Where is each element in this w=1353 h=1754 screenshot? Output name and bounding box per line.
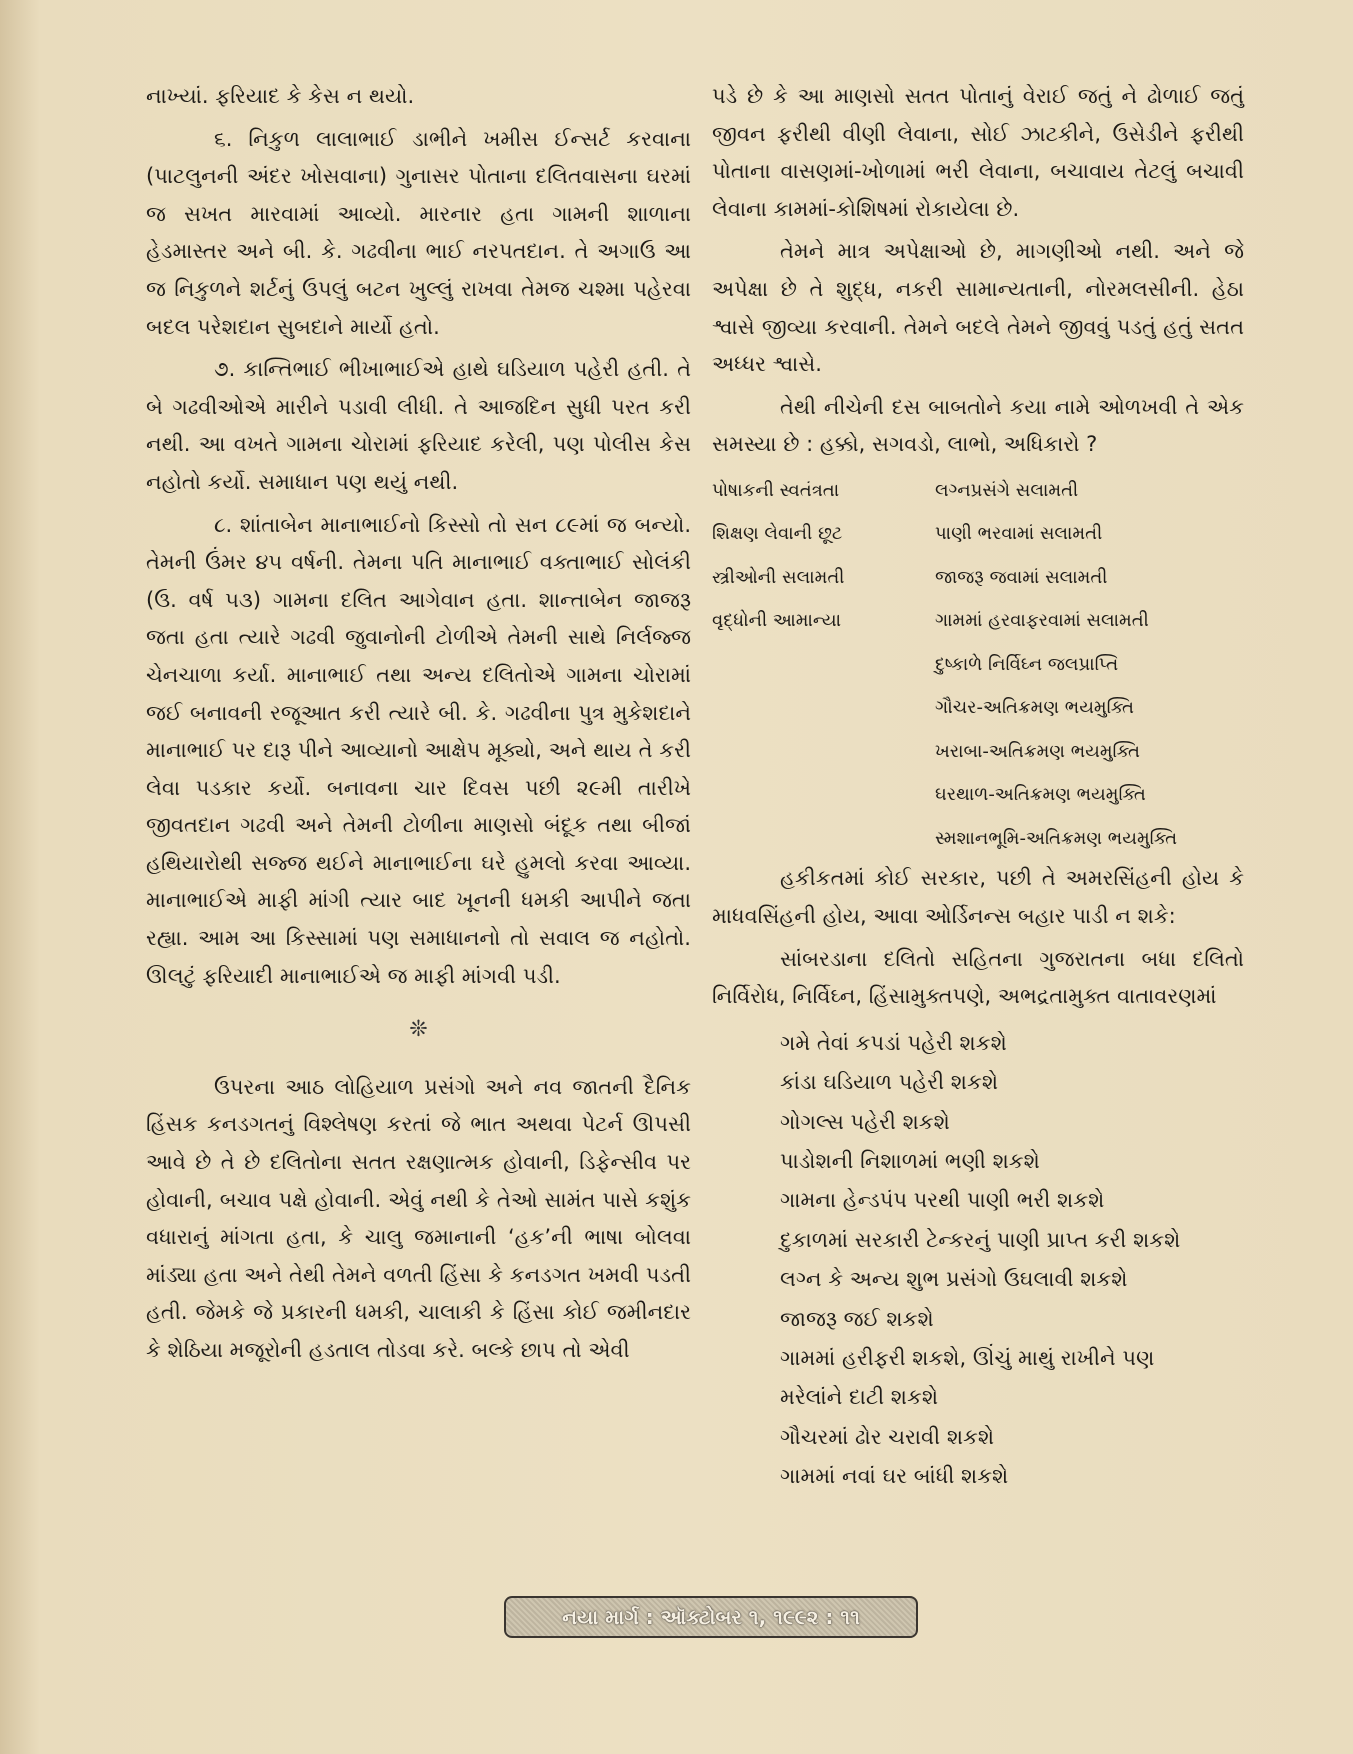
grid-item: પાણી ભરવામાં સલામતી [935, 523, 1103, 545]
list-item: ગૌચરમાં ઢોર ચરાવી શકશે [780, 1424, 995, 1449]
section-separator: ❊ [409, 1017, 428, 1043]
grid-left-column [712, 469, 935, 861]
paragraph-question: તેથી નીચેની દસ બાબતોને કયા નામે ઓળખવી તે એક સમસ્યા છે : હક્કો, સગવડો, લાભો, અધિકારો ? [712, 394, 1244, 457]
grid-item: શિક્ષણ લેવાની છૂટ [712, 523, 843, 545]
grid-item: ખરાબા-અતિક્રમણ ભયમુક્તિ [935, 740, 1140, 762]
paragraph-expectations: તેમને માત્ર અપેક્ષાઓ છે, માગણીઓ નથી. અને જે અપેક્ષા છે તે શુદ્ધ, નકરી સામાન્યતાની, નોરમલસીની. હેઠા શ્વાસે જીવ્યા કરવાની. તેમને બદલે તેમને જીવવું પડતું હતું સતત અધ્ધર શ્વાસે. [712, 239, 1244, 377]
grid-item: સ્ત્રીઓની સલામતી [712, 566, 845, 588]
right-column [712, 78, 1244, 1497]
grid-item: સ્મશાનભૂમિ-અતિક્રમણ ભયમુક્તિ [935, 827, 1178, 849]
list-item: મરેલાંને દાટી શકશે [780, 1385, 939, 1410]
list-item: ગામના હેન્ડપંપ પરથી પાણી ભરી શકશે [780, 1188, 1105, 1213]
list-item: ગામમાં નવાં ઘર બાંધી શકશે [780, 1464, 1009, 1489]
grid-item: જાજરૂ જવામાં સલામતી [935, 566, 1108, 588]
grid-item: ગૌચર-અતિક્રમણ ભયમુક્તિ [935, 697, 1134, 719]
paragraph-case-6: ૬. નિકુળ લાલાભાઈ ડાભીને ખમીસ ઈન્સર્ટ કરવાના (પાટલુનની અંદર ખોસવાના) ગુનાસર પોતાના દલિતવાસના ઘરમાં જ સખત મારવામાં આવ્યો. મારનાર હતા ગામની શાળાના હેડમાસ્તર અને બી. કે. ગઢવીના ભાઈ નરપતદાન. તે અગાઉ આ જ નિકુળને શર્ટનું ઉપલું બટન ખુલ્લું રાખવા તેમજ ચશ્મા પહેરવા બદલ પરેશદાન સુબદાને માર્યો હતો. [146, 126, 691, 339]
list-item: ગમે તેવાં કપડાં પહેરી શકશે [780, 1030, 1007, 1055]
paragraph-government: હકીકતમાં કોઈ સરકાર, પછી તે અમરસિંહની હોય કે માધવસિંહની હોય, આવા ઓર્ડિનન્સ બહાર પાડી ન શકે: [712, 866, 1244, 929]
list-item: પાડોશની નિશાળમાં ભણી શકશે [780, 1149, 1040, 1174]
grid-item: ઘરથાળ-અતિક્રમણ ભયમુક્તિ [935, 784, 1146, 806]
grid-item: દુષ્કાળે નિર્વિઘ્ન જલપ્રાપ્તિ [935, 653, 1119, 675]
can-do-list [780, 1024, 1244, 1497]
page-footer-badge: નયા માર્ગ : ઑક્ટોબર ૧, ૧૯૯૨ : ૧૧ [504, 1596, 918, 1638]
list-item: ગોગલ્સ પહેરી શકશે [780, 1109, 950, 1134]
list-item: જાજરૂ જઈ શકશે [780, 1306, 934, 1331]
paragraph-case-7: ૭. કાન્તિભાઈ ભીખાભાઈએ હાથે ઘડિયાળ પહેરી હતી. તે બે ગઢવીઓએ મારીને પડાવી લીધી. તે આજદિન સુધી પરત કરી નથી. આ વખતે ગામના ચોરામાં ફરિયાદ કરેલી, પણ પોલીસ કેસ નહોતો કર્યો. સમાધાન પણ થયું નથી. [146, 357, 691, 494]
paragraph-continuation-right: પડે છે કે આ માણસો સતત પોતાનું વેરાઈ જતું ને ઢોળાઈ જતું જીવન ફરીથી વીણી લેવાના, સોઈ ઝાટકીને, ઉસેડીને ફરીથી પોતાના વાસણમાં-ખોળામાં ભરી લેવાના, બચાવાય તેટલું બચાવી લેવાના કામમાં-કોશિષમાં રોકાયેલા છે. [712, 84, 1244, 221]
grid-item: ગામમાં હરવાફરવામાં સલામતી [935, 610, 1149, 632]
ten-items-grid [712, 469, 1244, 861]
grid-item: લગ્નપ્રસંગે સલામતી [935, 479, 1079, 501]
paragraph-analysis: ઉપરના આઠ લોહિયાળ પ્રસંગો અને નવ જાતની દૈનિક હિંસક કનડગતનું વિશ્લેષણ કરતાં જે ભાત અથવા પેટર્ન ઊપસી આવે છે તે છે દલિતોના સતત રક્ષણાત્મક હોવાની, ડિફેન્સીવ પર હોવાની, બચાવ પક્ષે હોવાની. એવું નથી કે તેઓ સામંત પાસે કશુંક વધારાનું માંગતા હતા, કે ચાલુ જમાનાની ‘હક’ની ભાષા બોલવા માંડ્યા હતા અને તેથી તેમને વળતી હિંસા કે કનડગત ખમવી પડતી હતી. જેમકે જે પ્રકારની ધમકી, ચાલાકી કે હિંસા કોઈ જમીનદાર કે શેઠિયા મજૂરોની હડતાલ તોડવા કરે. બલ્કે છાપ તો એવી [146, 1074, 691, 1362]
paragraph-dalits: સાંબરડાના દલિતો સહિતના ગુજરાતના બધા દલિતો નિર્વિરોધ, નિર્વિઘ્ન, હિંસામુક્તપણે, અભદ્રતામુક્ત વાતાવરણમાં [712, 946, 1244, 1009]
paragraph-continuation: નાખ્યાં. ફરિયાદ કે કેસ ન થયો. [146, 84, 415, 108]
grid-item: પોષાકની સ્વતંત્રતા [712, 479, 840, 501]
list-item: ગામમાં હરીફરી શકશે, ઊંચું માથું રાખીને પણ [780, 1346, 1155, 1371]
grid-right-column [935, 469, 1215, 861]
list-item: લગ્ન કે અન્ય શુભ પ્રસંગો ઉઘલાવી શકશે [780, 1267, 1128, 1292]
paragraph-case-8: ૮. શાંતાબેન માનાભાઈનો કિસ્સો તો સન ૮૯માં જ બન્યો. તેમની ઉંમર ૪૫ વર્ષની. તેમના પતિ માનાભાઈ વક્તાભાઈ સોલંકી (ઉ. વર્ષ ૫૩) ગામના દલિત આગેવાન હતા. શાન્તાબેન જાજરૂ જતા હતા ત્યારે ગઢવી જુવાનોની ટોળીએ તેમની સાથે નિર્લજ્જ ચેનચાળા કર્યા. માનાભાઈ તથા અન્ય દલિતોએ ગામના ચોરામાં જઈ બનાવની રજૂઆત કરી ત્યારે બી. કે. ગઢવીના પુત્ર મુકેશદાને માનાભાઈ પર દારૂ પીને આવ્યાનો આક્ષેપ મૂક્યો, અને થાય તે કરી લેવા પડકાર કર્યો. બનાવના ચાર દિવસ પછી ૨૯મી તારીખે જીવતદાન ગઢવી અને તેમની ટોળીના માણસો બંદૂક તથા બીજાં હથિયારોથી સજ્જ થઈને માનાભાઈના ઘરે હુમલો કરવા આવ્યા. માનાભાઈએ માફી માંગી ત્યાર બાદ ખૂનની ધમકી આપીને જતા રહ્યા. આમ આ કિસ્સામાં પણ સમાધાનનો તો સવાલ જ નહોતો. ઊલટું ફરિયાદી માનાભાઈએ જ માફી માંગવી પડી. [146, 512, 691, 988]
left-column [146, 78, 691, 1375]
grid-item: વૃદ્ધોની આમાન્યા [712, 610, 842, 632]
list-item: કાંડા ઘડિયાળ પહેરી શકશે [780, 1070, 999, 1095]
list-item: દુકાળમાં સરકારી ટેન્કરનું પાણી પ્રાપ્ત કરી શકશે [780, 1227, 1181, 1252]
